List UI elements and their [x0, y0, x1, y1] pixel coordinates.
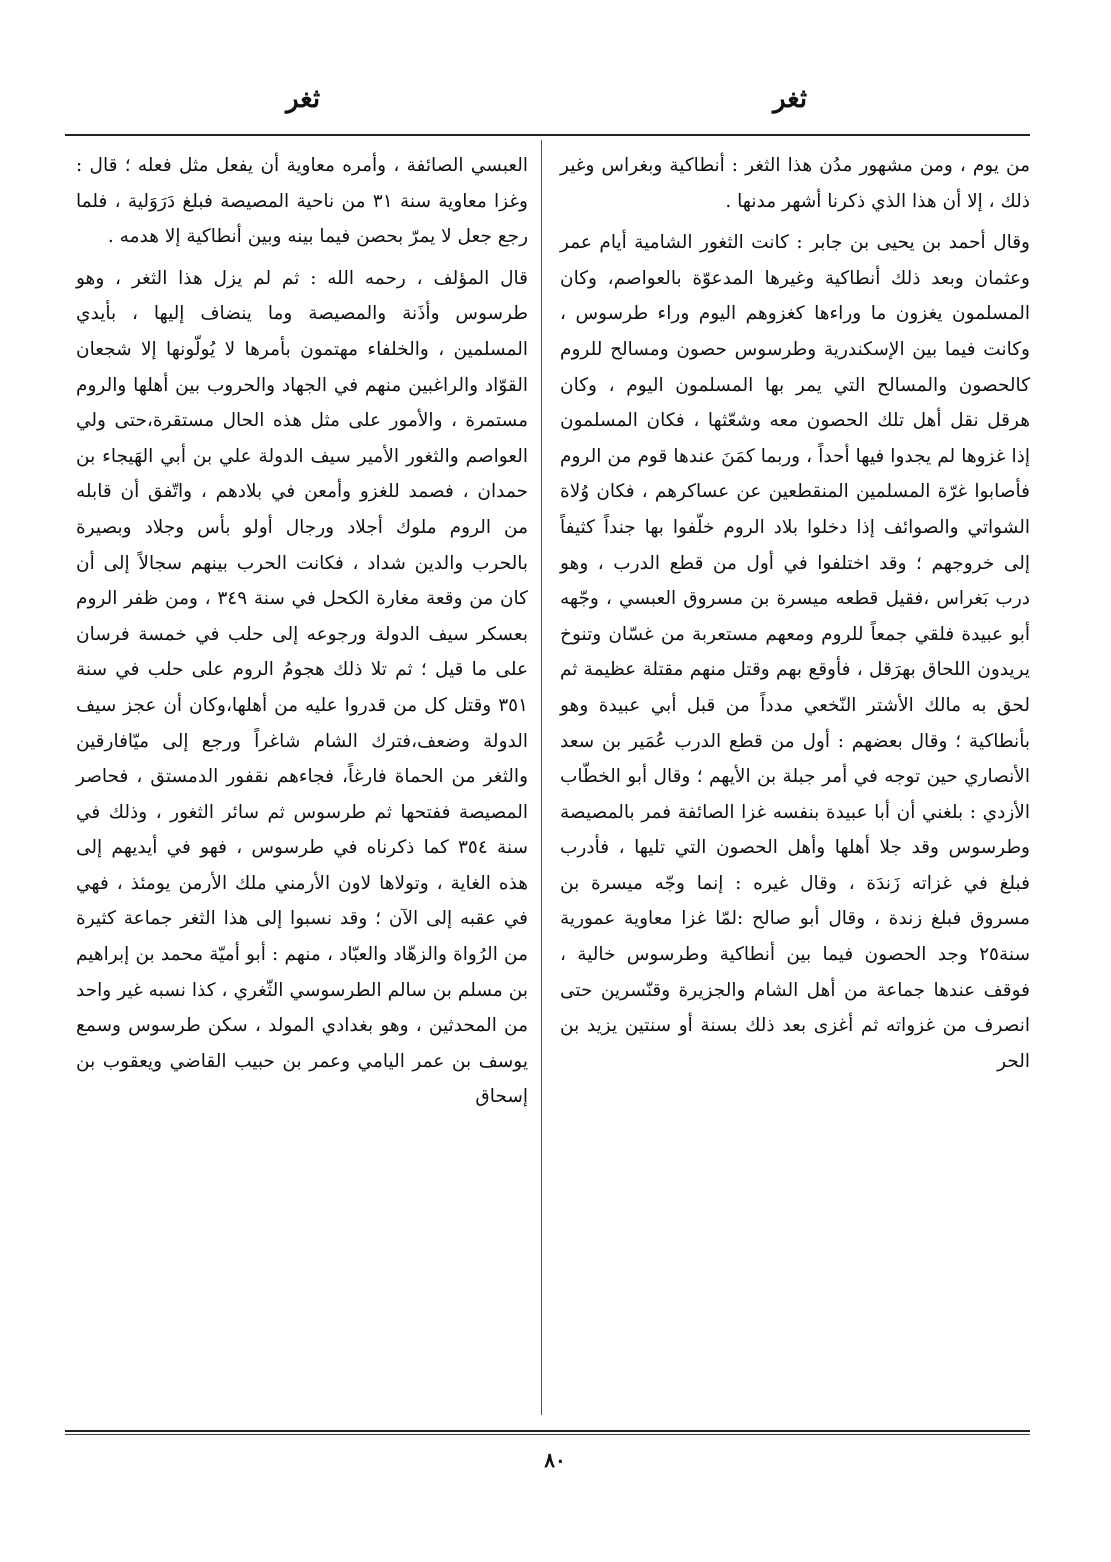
paragraph: قال المؤلف ، رحمه الله : ثم لم يزل هذا الثغر ، وهو طرسوس وأذَنة والمصيصة وما ينضاف إليها ، بأيدي المسلمين ، والخلفاء مهتمون بأمرها لا يُولّونها إلا شجعان القوّاد والراغبين منهم في الجهاد والحروب بين أهلها والروم مستمرة ، والأمور على مثل هذه الحال مستقرة،حتى ولي العواصم والثغور الأمير سيف الدولة علي بن أبي الهَيجاء بن حمدان ، فصمد للغزو وأمعن في بلادهم ، واتّفق أن قابله من الروم ملوك أجلاد ورجال أولو بأس وجلاد وبصيرة بالحرب والدين شداد ، فكانت الحرب بينهم سجالاً إلى أن كان من وقعة مغارة الكحل في سنة ٣٤٩ ، ومن ظفر الروم بعسكر سيف الدولة ورجوعه إلى حلب في خمسة فرسان على ما قيل ؛ ثم تلا ذلك هجومُ الروم على حلب في سنة ٣٥١ وقتل كل من قدروا عليه من أهلها،وكان أن عجز سيف الدولة وضعف،فترك الشام شاغراً ورجع إلى ميّافارقين والثغر من الحماة فارغاً، فجاءهم نقفور الدمستق ، فحاصر المصيصة ففتحها ثم طرسوس ثم سائر الثغور ، وذلك في سنة ٣٥٤ كما ذكرناه في طرسوس ، فهو في أيديهم إلى هذه الغاية ، وتولاها لاون الأرمني ملك الأرمن يومئذ ، فهي في عقبه إلى الآن ؛ وقد نسبوا إلى هذا الثغر جماعة كثيرة من الرُواة والزهّاد والعبّاد ، منهم : أبو أميّة محمد بن إبراهيم بن مسلم بن سالم الطرسوسي الثّغري ، كذا نسبه غير واحد من المحدثين ، وهو بغدادي المولد ، سكن طرسوس وسمع يوسف بن عمر اليامي وعمر بن حبيب القاضي ويعقوب بن إسحاق	[76, 267, 528, 1108]
running-headword-right: ثغر	[772, 84, 808, 114]
paragraph: وقال أحمد بن يحيى بن جابر : كانت الثغور الشامية أيام عمر وعثمان وبعد ذلك أنطاكية وغيرها المدعوّة بالعواصم، وكان المسلمون يغزون ما وراءها كغزوهم اليوم وراء طرسوس ، وكانت فيما بين الإسكندرية وطرسوس حصون ومسالح للروم كالحصون والمسالح التي يمر بها المسلمون اليوم ، وكان هرقل نقل أهل تلك الحصون معه وشعّثها ، فكان المسلمون إذا غزوها لم يجدوا فيها أحداً ، وربما كمَنَ عندها قوم من الروم فأصابوا غرّة المسلمين المنقطعين عن عساكرهم ، فكان وُلاة الشواتي والصوائف إذا دخلوا بلاد الروم خلّفوا بها جنداً كثيفاً إلى خروجهم ؛ وقد اختلفوا في أول من قطع الدرب ، وهو درب بَغراس ،فقيل قطعه ميسرة بن مسروق العبسي ، وجّهه أبو عبيدة فلقي جمعاً للروم ومعهم مستعربة من غسّان وتنوخ يريدون اللحاق بهرَقل ، فأوقع بهم وقتل منهم مقتلة عظيمة ثم لحق به مالك الأشتر النّخعي مدداً من قبل أبي عبيدة وهو بأنطاكية ؛ وقال بعضهم : أول من قطع الدرب عُمَير بن سعد الأنصاري حين توجه في أمر جبلة بن الأيهم ؛ وقال أبو الخطّاب الأزدي : بلغني أن أبا عبيدة بنفسه غزا الصائفة فمر بالمصيصة وطرسوس وقد جلا أهلها وأهل الحصون التي تليها ، فأدرب فبلغ في غزاته زَندَة ، وقال غيره : إنما وجّه ميسرة بن مسروق فبلغ زندة ، وقال أبو صالح :لمّا غزا معاوية عمورية سنة٢٥ وجد الحصون فيما بين أنطاكية وطرسوس خالية ، فوقف عندها جماعة من أهل الشام والجزيرة وقنّسرين حتى انصرف من غزواته ثم أغزى بعد ذلك بسنة أو سنتين يزيد بن الحر	[560, 232, 1030, 1072]
header-rule	[65, 134, 1030, 136]
footer-rule-thin	[65, 1434, 1030, 1435]
left-text-column	[76, 148, 528, 1115]
footer-rule	[65, 1430, 1030, 1432]
paragraph: العبسي الصائفة ، وأمره معاوية أن يفعل مثل فعله ؛ قال : وغزا معاوية سنة ٣١ من ناحية المصيصة فبلغ دَرَوَلية ، فلما رجع جعل لا يمرّ بحصن فيما بينه وبين أنطاكية إلا هدمه .	[76, 155, 528, 248]
page-number: ٨٠	[544, 1448, 566, 1472]
right-text-column	[560, 148, 1030, 1079]
running-headword-left: ثغر	[285, 84, 321, 114]
column-separator	[541, 140, 542, 1415]
paragraph: من يوم ، ومن مشهور مدُن هذا الثغر : أنطاكية وبغراس وغير ذلك ، إلا أن هذا الذي ذكرنا أشهر مدنها .	[560, 155, 1030, 212]
